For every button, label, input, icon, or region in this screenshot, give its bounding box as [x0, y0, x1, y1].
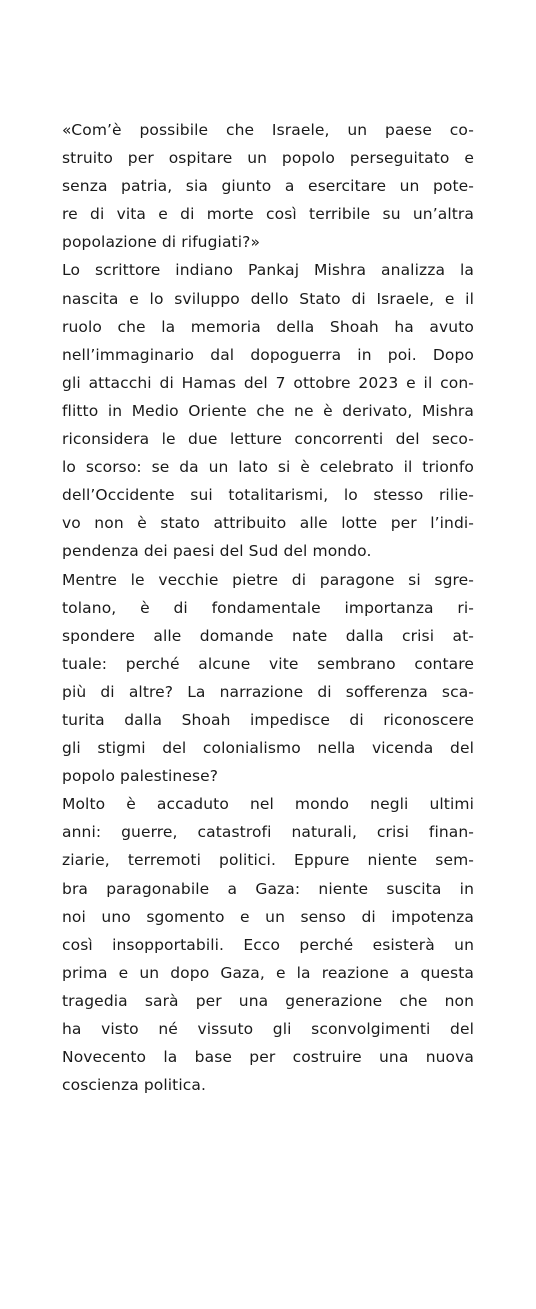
text-line: popolo palestinese? [62, 767, 219, 786]
text-line: nell’immaginario dal dopoguerra in poi. Dopo [62, 345, 474, 364]
text-line: coscienza politica. [62, 1076, 206, 1095]
text-line: vo non è stato attribuito alle lotte per l’indi- [62, 514, 474, 533]
text-line: popolazione di rifugiati?» [62, 233, 261, 252]
text-line: Lo scrittore indiano Pankaj Mishra analizza la [62, 261, 474, 280]
text-line: re di vita e di morte così terribile su un’altra [62, 205, 474, 224]
text-line: bra paragonabile a Gaza: niente suscita in [62, 879, 474, 898]
paragraph-author-intro [62, 256, 474, 565]
text-line: spondere alle domande nate dalla crisi at- [62, 626, 474, 645]
blurb-text [62, 116, 474, 1099]
text-line: ruolo che la memoria della Shoah ha avuto [62, 317, 474, 336]
text-line: lo scorso: se da un lato si è celebrato il trionfo [62, 458, 474, 477]
text-line: tolano, è di fondamentale importanza ri- [62, 598, 474, 617]
text-line: gli stigmi del colonialismo nella vicenda del [62, 739, 474, 758]
text-line: ziarie, terremoti politici. Eppure niente sem- [62, 851, 474, 870]
text-line: ha visto né vissuto gli sconvolgimenti del [62, 1020, 474, 1038]
text-line: pendenza dei paesi del Sud del mondo. [62, 542, 372, 561]
text-line: turita dalla Shoah impedisce di riconoscere [62, 710, 474, 729]
text-line: gli attacchi di Hamas del 7 ottobre 2023 e il con- [62, 373, 474, 392]
text-line: struito per ospitare un popolo perseguitato e [62, 149, 474, 168]
paragraph-questions [62, 566, 474, 791]
text-line: nascita e lo sviluppo dello Stato di Israele, e il [62, 289, 474, 308]
paragraph-conclusion [62, 790, 474, 1099]
text-line: anni: guerre, catastrofi naturali, crisi finan- [62, 823, 474, 842]
text-line: tragedia sarà per una generazione che non [62, 991, 474, 1010]
text-line: «Com’è possibile che Israele, un paese co- [62, 121, 474, 139]
text-line: prima e un dopo Gaza, e la reazione a questa [62, 963, 474, 982]
text-line: dell’Occidente sui totalitarismi, lo stesso rilie- [62, 486, 474, 505]
text-line: più di altre? La narrazione di sofferenza sca- [62, 682, 474, 701]
text-line: noi uno sgomento e un senso di impotenza [62, 907, 474, 926]
text-line: Molto è accaduto nel mondo negli ultimi [62, 795, 474, 814]
text-line: senza patria, sia giunto a esercitare un pote- [62, 177, 474, 196]
text-line: Novecento la base per costruire una nuova [62, 1048, 474, 1067]
text-line: così insopportabili. Ecco perché esisterà un [62, 935, 474, 954]
text-line: flitto in Medio Oriente che ne è derivato, Mishra [62, 401, 474, 420]
text-line: tuale: perché alcune vite sembrano contare [62, 654, 474, 673]
text-line: Mentre le vecchie pietre di paragone si sgre- [62, 570, 474, 589]
text-line: riconsidera le due letture concorrenti del seco- [62, 430, 474, 449]
paragraph-quote [62, 116, 474, 256]
